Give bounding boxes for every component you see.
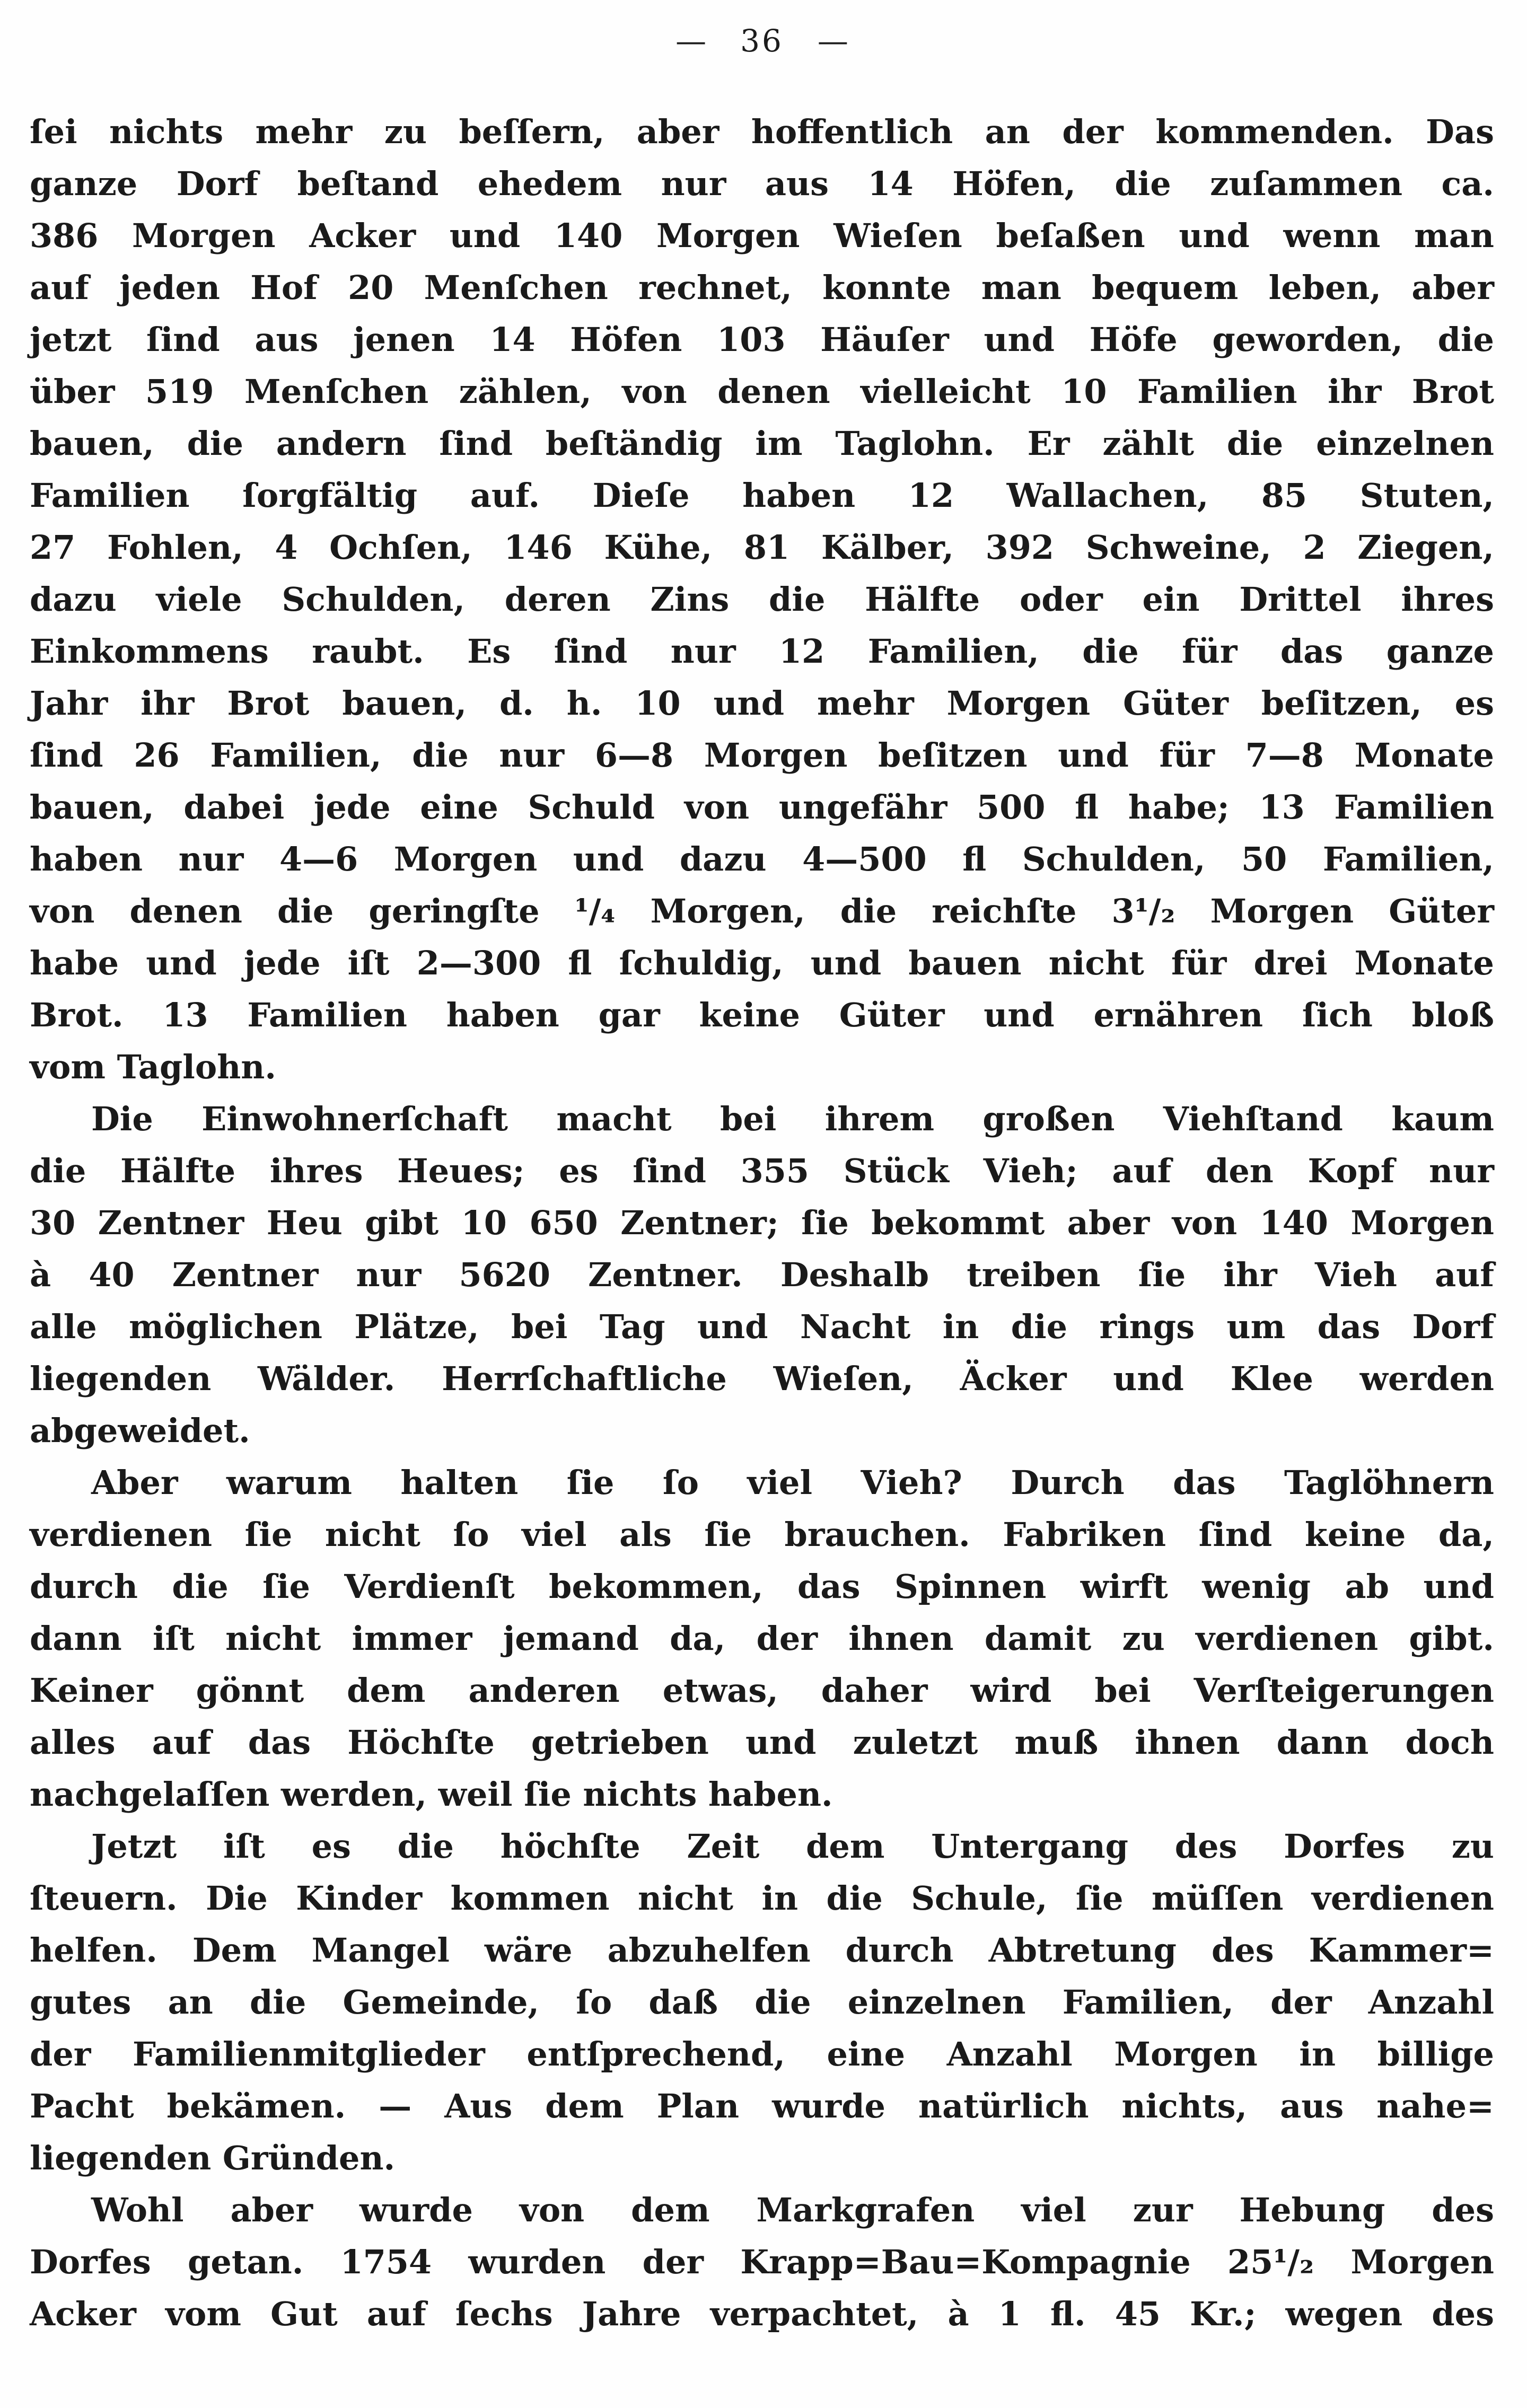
text-line: jetzt ſind aus jenen 14 Höfen 103 Häuſer und Höfe geworden, die (30, 320, 1494, 359)
text-line: abgeweidet. (30, 1411, 250, 1450)
paragraph (30, 1821, 1494, 2184)
text-line: ſteuern. Die Kinder kommen nicht in die Schule, ſie müſſen verdienen (30, 1879, 1494, 1918)
text-line: ſind 26 Familien, die nur 6—8 Morgen beſitzen und für 7—8 Monate (30, 736, 1494, 775)
text-line: habe und jede iſt 2—300 fl ſchuldig, und bauen nicht für drei Monate (30, 944, 1494, 982)
text-line: über 519 Menſchen zählen, von denen vielleicht 10 Familien ihr Brot (30, 372, 1494, 411)
text-line: ſei nichts mehr zu beſſern, aber hoffentlich an der kommenden. Das (30, 112, 1494, 151)
text-line: Jetzt iſt es die höchſte Zeit dem Untergang des Dorfes zu (91, 1827, 1494, 1866)
text-line: helfen. Dem Mangel wäre abzuhelfen durch Abtretung des Kammer= (30, 1931, 1494, 1970)
text-line: Pacht bekämen. — Aus dem Plan wurde natürlich nichts, aus nahe= (30, 2087, 1494, 2125)
text-line: auf jeden Hof 20 Menſchen rechnet, konnte man bequem leben, aber (30, 268, 1494, 307)
paragraph (30, 2184, 1494, 2340)
text-line: dann iſt nicht immer jemand da, der ihnen damit zu verdienen gibt. (30, 1619, 1494, 1658)
paragraph (30, 106, 1494, 1093)
header-dash-right: — (817, 23, 848, 59)
text-line: bauen, dabei jede eine Schuld von ungefähr 500 fl habe; 13 Familien (30, 788, 1494, 827)
text-line: dazu viele Schulden, deren Zins die Hälfte oder ein Drittel ihres (30, 580, 1494, 619)
text-line: alle möglichen Plätze, bei Tag und Nacht in die rings um das Dorf (30, 1307, 1494, 1346)
header-dash-left: — (675, 23, 707, 59)
text-line: Die Einwohnerſchaft macht bei ihrem großen Viehſtand kaum (91, 1100, 1494, 1138)
text-line: die Hälfte ihres Heues; es ſind 355 Stück Vieh; auf den Kopf nur (30, 1152, 1494, 1190)
text-line: vom Taglohn. (30, 1048, 276, 1086)
text-line: Dorfes getan. 1754 wurden der Krapp=Bau=Kompagnie 25¹/₂ Morgen (30, 2243, 1494, 2281)
text-line: liegenden Gründen. (30, 2139, 396, 2177)
text-line: 27 Fohlen, 4 Ochſen, 146 Kühe, 81 Kälber, 392 Schweine, 2 Ziegen, (30, 528, 1494, 567)
text-line: von denen die geringſte ¹/₄ Morgen, die reichſte 3¹/₂ Morgen Güter (30, 892, 1494, 930)
text-line: durch die ſie Verdienſt bekommen, das Spinnen wirft wenig ab und (30, 1567, 1494, 1606)
text-line: Jahr ihr Brot bauen, d. h. 10 und mehr Morgen Güter beſitzen, es (30, 684, 1494, 723)
page-body (30, 106, 1494, 2340)
text-line: ganze Dorf beſtand ehedem nur aus 14 Höfen, die zuſammen ca. (30, 164, 1494, 203)
text-line: Acker vom Gut auf ſechs Jahre verpachtet, à 1 fl. 45 Kr.; wegen des (30, 2295, 1494, 2333)
page-number: 36 (740, 23, 784, 59)
text-line: à 40 Zentner nur 5620 Zentner. Deshalb treiben ſie ihr Vieh auf (30, 1255, 1494, 1294)
text-line: 386 Morgen Acker und 140 Morgen Wieſen beſaßen und wenn man (30, 216, 1494, 255)
text-line: nachgelaſſen werden, weil ſie nichts haben. (30, 1775, 833, 1814)
text-line: Familien ſorgfältig auf. Dieſe haben 12 Wallachen, 85 Stuten, (30, 476, 1494, 515)
text-line: Wohl aber wurde von dem Markgrafen viel zur Hebung des (91, 2191, 1494, 2229)
text-line: der Familienmitglieder entſprechend, eine Anzahl Morgen in billige (30, 2035, 1494, 2073)
text-line: Keiner gönnt dem anderen etwas, daher wird bei Verſteigerungen (30, 1671, 1494, 1710)
text-line: liegenden Wälder. Herrſchaftliche Wieſen, Äcker und Klee werden (30, 1359, 1494, 1398)
paragraph (30, 1093, 1494, 1457)
page-header (30, 22, 1494, 59)
text-line: Brot. 13 Familien haben gar keine Güter und ernähren ſich bloß (30, 996, 1494, 1034)
text-line: haben nur 4—6 Morgen und dazu 4—500 fl Schulden, 50 Familien, (30, 840, 1494, 878)
text-line: 30 Zentner Heu gibt 10 650 Zentner; ſie bekommt aber von 140 Morgen (30, 1203, 1494, 1242)
paragraph (30, 1457, 1494, 1821)
text-line: Aber warum halten ſie ſo viel Vieh? Durch das Taglöhnern (91, 1463, 1494, 1502)
text-line: gutes an die Gemeinde, ſo daß die einzelnen Familien, der Anzahl (30, 1983, 1494, 2022)
text-line: verdienen ſie nicht ſo viel als ſie brauchen. Fabriken ſind keine da, (30, 1515, 1494, 1554)
text-line: bauen, die andern ſind beſtändig im Taglohn. Er zählt die einzelnen (30, 424, 1494, 463)
text-line: alles auf das Höchſte getrieben und zuletzt muß ihnen dann doch (30, 1723, 1494, 1762)
text-line: Einkommens raubt. Es ſind nur 12 Familien, die für das ganze (30, 632, 1494, 671)
